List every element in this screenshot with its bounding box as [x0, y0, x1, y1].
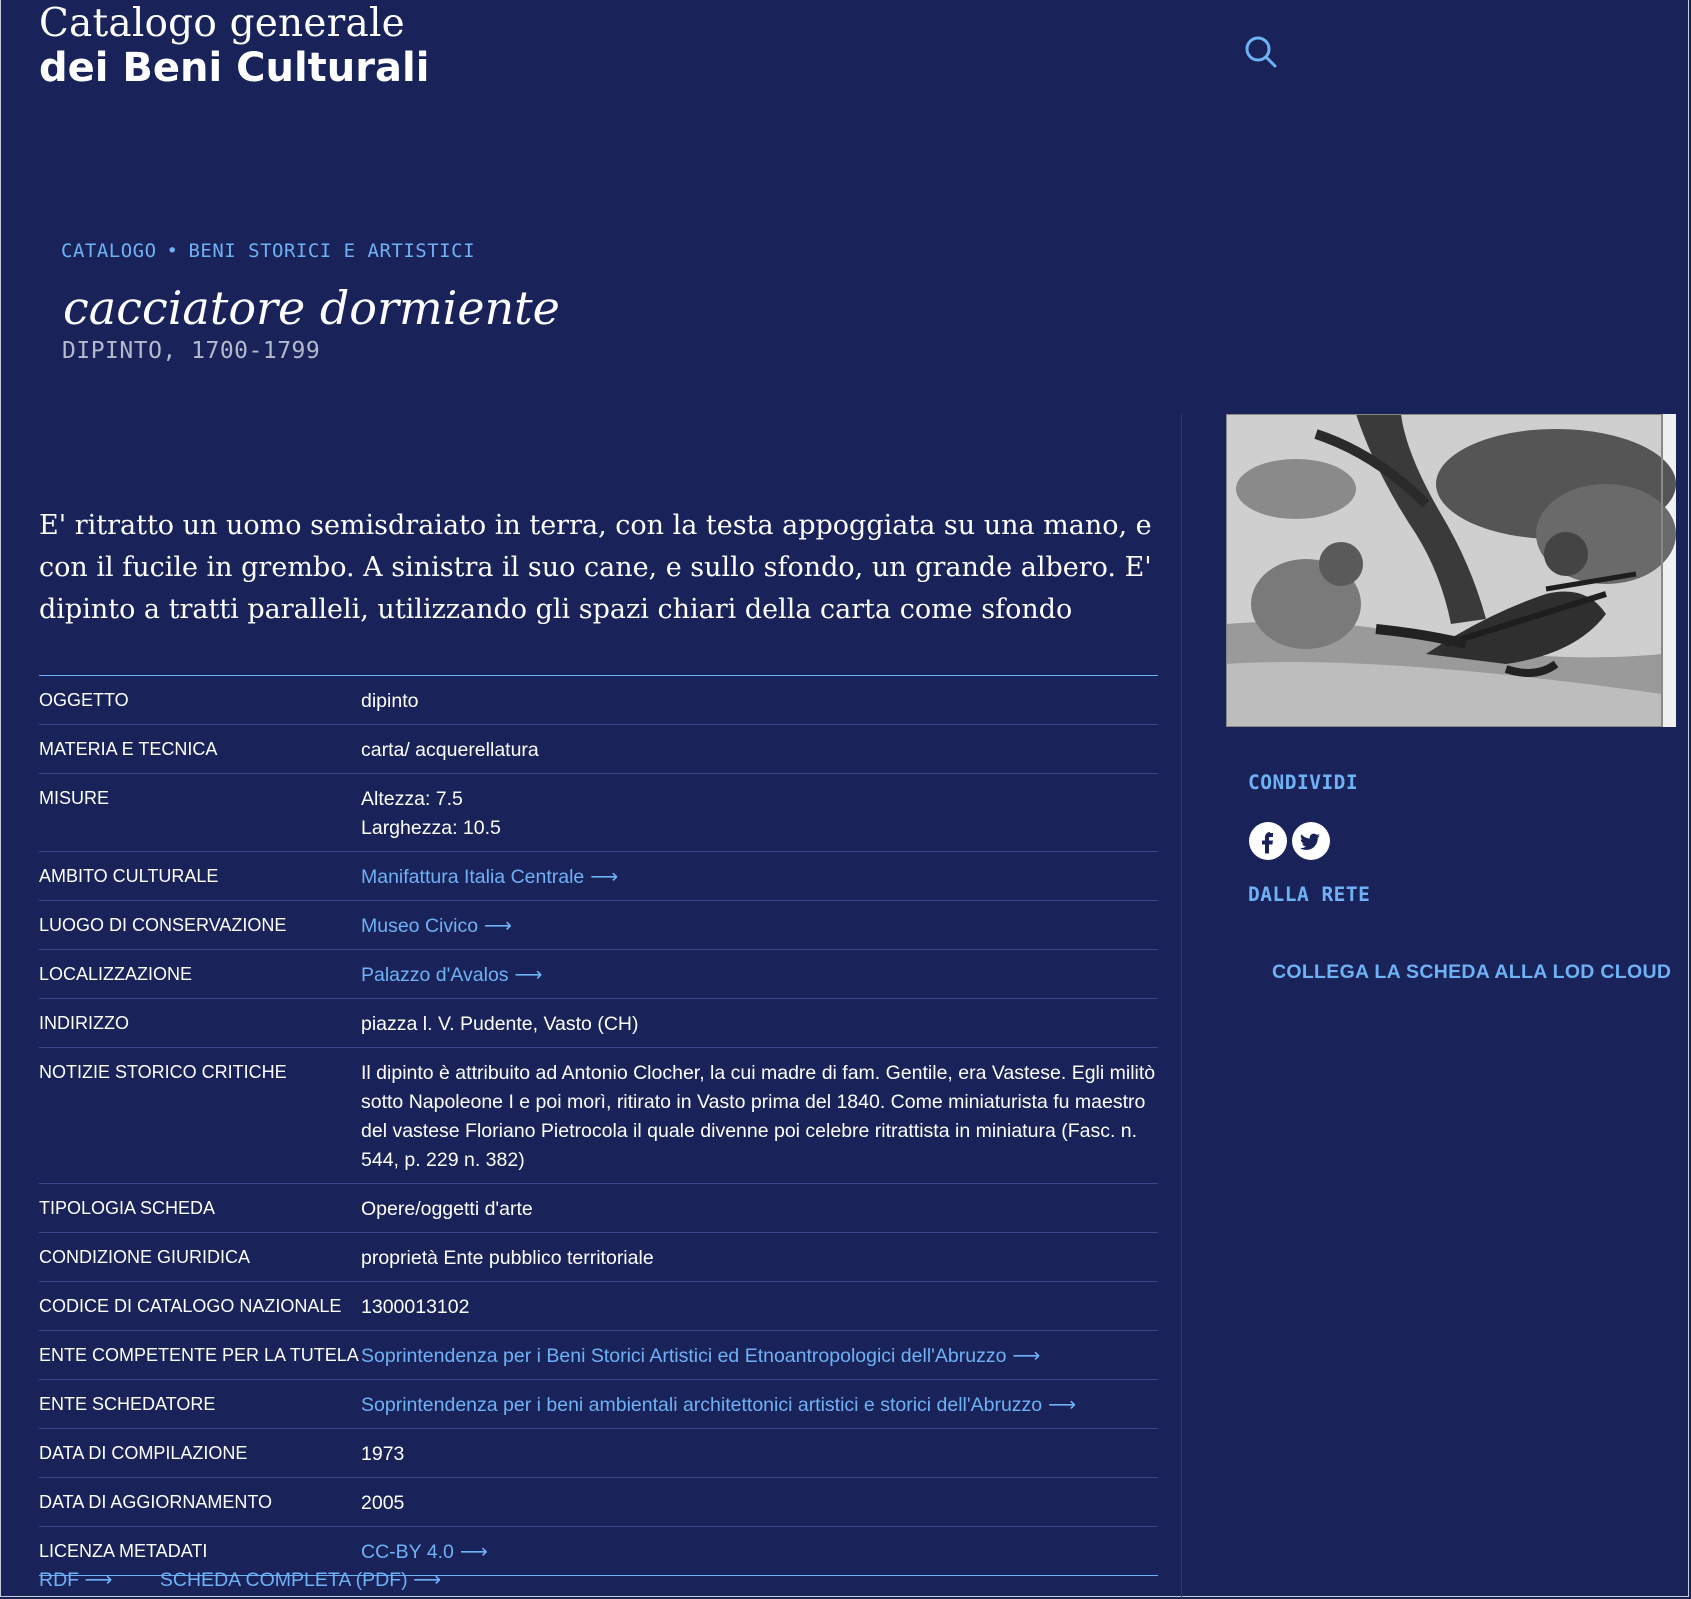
facebook-icon[interactable]	[1249, 822, 1287, 860]
field-label: INDIRIZZO	[39, 999, 361, 1048]
field-label: CONDIZIONE GIURIDICA	[39, 1233, 361, 1282]
field-label: AMBITO CULTURALE	[39, 852, 361, 901]
table-row	[39, 852, 1158, 901]
breadcrumb-separator: •	[166, 240, 179, 262]
table-row	[39, 1380, 1158, 1429]
license-link[interactable]: CC-BY 4.0	[361, 1541, 454, 1563]
field-label: ENTE SCHEDATORE	[39, 1380, 361, 1429]
share-heading: CONDIVIDI	[1248, 771, 1359, 794]
field-label: MATERIA E TECNICA	[39, 725, 361, 774]
field-label: LUOGO DI CONSERVAZIONE	[39, 901, 361, 950]
table-row	[39, 999, 1158, 1048]
table-row	[39, 1331, 1158, 1380]
field-label: MISURE	[39, 774, 361, 852]
field-value	[361, 852, 1158, 901]
table-row	[39, 1048, 1158, 1184]
location-link[interactable]: Palazzo d'Avalos	[361, 964, 509, 986]
site-logo[interactable]	[39, 2, 429, 90]
measure-width: Larghezza: 10.5	[361, 817, 501, 839]
field-label: TIPOLOGIA SCHEDA	[39, 1184, 361, 1233]
arrow-right-icon: ⟶	[1048, 1394, 1077, 1416]
rdf-link[interactable]: RDF ⟶	[39, 1569, 113, 1591]
arrow-right-icon: ⟶	[413, 1569, 442, 1591]
field-value: Opere/oggetti d'arte	[361, 1184, 1158, 1233]
field-value: proprietà Ente pubblico territoriale	[361, 1233, 1158, 1282]
table-row	[39, 901, 1158, 950]
lod-cloud-link[interactable]: COLLEGA LA SCHEDA ALLA LOD CLOUD	[1272, 961, 1672, 983]
field-value: 2005	[361, 1478, 1158, 1527]
table-row	[39, 950, 1158, 999]
schedatore-link[interactable]: Soprintendenza per i beni ambientali architettonici artistici e storici dell'Abruzzo	[361, 1394, 1043, 1416]
brand-line1: Catalogo generale	[39, 1, 405, 46]
field-label: DATA DI COMPILAZIONE	[39, 1429, 361, 1478]
metadata-table	[39, 675, 1158, 1576]
field-label: DATA DI AGGIORNAMENTO	[39, 1478, 361, 1527]
field-value	[361, 774, 1158, 852]
table-row	[39, 774, 1158, 852]
field-value: dipinto	[361, 676, 1158, 725]
field-value: piazza l. V. Pudente, Vasto (CH)	[361, 999, 1158, 1048]
field-label: ENTE COMPETENTE PER LA TUTELA	[39, 1331, 361, 1380]
page-subtitle: DIPINTO, 1700-1799	[62, 338, 321, 364]
field-label: CODICE DI CATALOGO NAZIONALE	[39, 1282, 361, 1331]
field-label: OGGETTO	[39, 676, 361, 725]
field-value	[361, 1331, 1158, 1380]
field-value: 1300013102	[361, 1282, 1158, 1331]
pdf-link[interactable]: SCHEDA COMPLETA (PDF) ⟶	[159, 1569, 442, 1591]
field-value	[361, 950, 1158, 999]
search-icon[interactable]	[1243, 34, 1279, 70]
museum-link[interactable]: Museo Civico	[361, 915, 479, 937]
arrow-right-icon: ⟶	[590, 866, 619, 888]
arrow-right-icon: ⟶	[459, 1541, 488, 1563]
page-title: cacciatore dormiente	[63, 281, 560, 335]
twitter-icon[interactable]	[1292, 822, 1330, 860]
field-value: carta/ acquerellatura	[361, 725, 1158, 774]
table-row	[39, 725, 1158, 774]
table-row	[39, 1429, 1158, 1478]
field-label: NOTIZIE STORICO CRITICHE	[39, 1048, 361, 1184]
arrow-right-icon: ⟶	[84, 1569, 113, 1591]
breadcrumb-item-catalogo[interactable]: CATALOGO	[61, 240, 157, 262]
description: E' ritratto un uomo semisdraiato in terra, con la testa appoggiata su una mano, e con il fucile in grembo. A sinistra il suo cane, e sullo sfondo, un grande albero. E' dipinto a tratti paralleli, utilizzando gli spazi chiari della carta come sfondo	[39, 510, 1152, 625]
field-value	[361, 1380, 1158, 1429]
arrow-right-icon: ⟶	[1012, 1345, 1041, 1367]
network-heading: DALLA RETE	[1248, 883, 1371, 906]
table-row	[39, 1282, 1158, 1331]
tutela-link[interactable]: Soprintendenza per i Beni Storici Artistici ed Etnoantropologici dell'Abruzzo	[361, 1345, 1007, 1367]
breadcrumb-item-beni-storici[interactable]: BENI STORICI E ARTISTICI	[188, 240, 476, 262]
table-row	[39, 676, 1158, 725]
brand-line2: dei Beni Culturali	[39, 44, 430, 91]
ambito-link[interactable]: Manifattura Italia Centrale	[361, 866, 585, 888]
field-value: Il dipinto è attribuito ad Antonio Clocher, la cui madre di fam. Gentile, era Vastese. Egli militò sotto Napoleone I e poi morì, ritirato in Vasto prima del 1840. Come miniaturista fu maestro del vastese Floriano Pietrocola il quale divenne poi celebre ritrattista in miniatura (Fasc. n. 544, p. 229 n. 382)	[361, 1048, 1158, 1184]
field-value: 1973	[361, 1429, 1158, 1478]
footer-links	[39, 1568, 483, 1592]
field-label: LOCALIZZAZIONE	[39, 950, 361, 999]
table-row	[39, 1233, 1158, 1282]
arrow-right-icon: ⟶	[514, 964, 543, 986]
artwork-image[interactable]	[1226, 414, 1676, 727]
breadcrumb	[61, 240, 475, 262]
arrow-right-icon: ⟶	[484, 915, 513, 937]
table-row	[39, 1184, 1158, 1233]
column-divider	[1181, 414, 1182, 1599]
table-row	[39, 1478, 1158, 1527]
field-value	[361, 901, 1158, 950]
field-label: LICENZA METADATI	[39, 1541, 208, 1561]
measure-height: Altezza: 7.5	[361, 788, 463, 810]
